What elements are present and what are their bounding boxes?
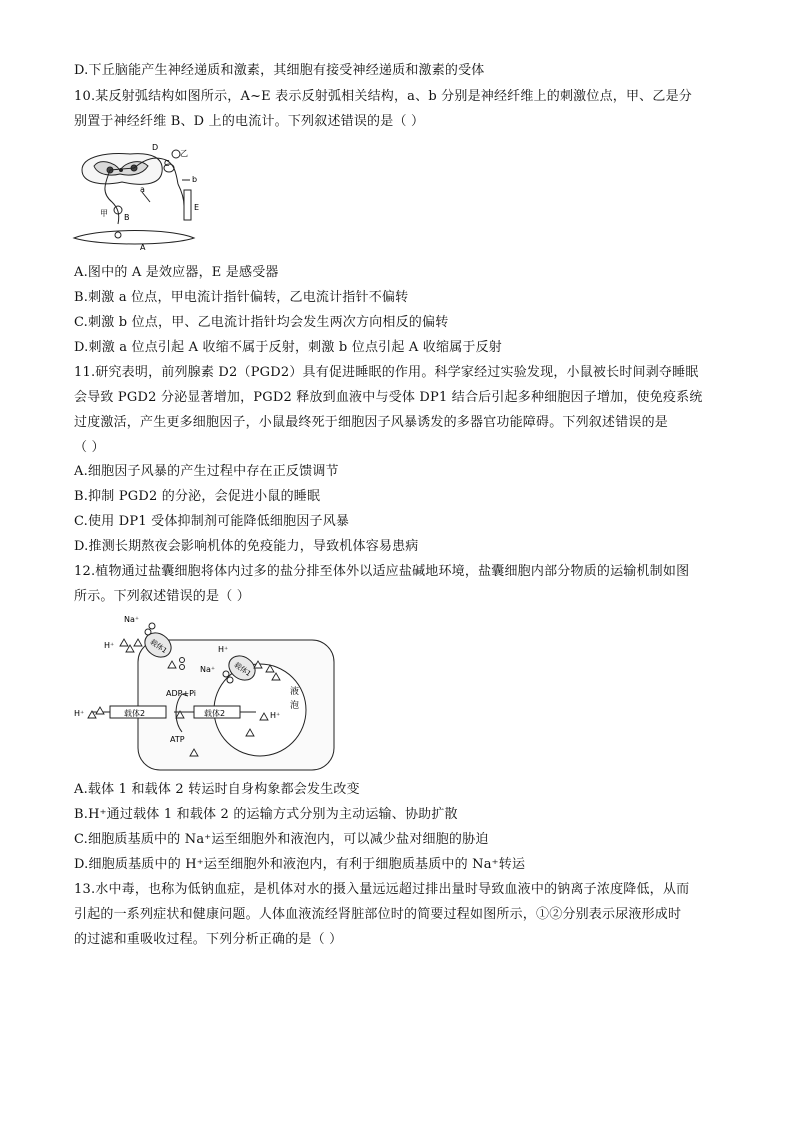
label-b: b (192, 175, 198, 184)
label-vacuole-2: 泡 (290, 701, 300, 711)
reflex-arc-diagram (70, 140, 220, 252)
q10-option-b: B.刺激 a 位点，甲电流计指针偏转，乙电流计指针不偏转 (74, 290, 409, 305)
label-jia: 甲 (100, 209, 108, 218)
q12-option-b: B.H⁺通过载体 1 和载体 2 的运输方式分别为主动运输、协助扩散 (74, 807, 458, 822)
q12-option-c: C.细胞质基质中的 Na⁺运至细胞外和液泡内，可以减少盐对细胞的胁迫 (74, 832, 489, 847)
label-h-top: H⁺ (104, 641, 115, 650)
q11-stem-line4: （ ） (74, 440, 105, 455)
label-na-top: Na⁺ (124, 615, 140, 624)
q11-option-a: A.细胞因子风暴的产生过程中存在正反馈调节 (74, 464, 339, 479)
q13-stem-line2: 引起的一系列症状和健康问题。人体血液流经肾脏部位时的简要过程如图所示，①②分别表示尿液形成时 (74, 907, 682, 922)
label-na-vacuole: Na⁺ (200, 665, 216, 674)
label-atp: ATP (170, 735, 185, 744)
q11-stem-line2: 会导致 PGD2 分泌显著增加，PGD2 释放到血液中与受体 DP1 结合后引起多种细胞因子增加，使免疫系统 (74, 390, 703, 405)
label-a-muscle: A (140, 243, 146, 252)
q10-option-c: C.刺激 b 位点，甲、乙电流计指针均会发生两次方向相反的偏转 (74, 315, 449, 330)
q11-option-c: C.使用 DP1 受体抑制剂可能降低细胞因子风暴 (74, 514, 350, 529)
q10-option-a: A.图中的 A 是效应器，E 是感受器 (74, 265, 279, 280)
q12-stem-line2: 所示。下列叙述错误的是（ ） (74, 589, 250, 604)
q10-stem-line1: 10.某反射弧结构如图所示，A~E 表示反射弧相关结构，a、b 分别是神经纤维上的刺激位点，甲、乙是分 (74, 89, 692, 104)
q10-stem-line2: 别置于神经纤维 B、D 上的电流计。下列叙述错误的是（ ） (74, 114, 425, 129)
q11-option-b: B.抑制 PGD2 的分泌，会促进小鼠的睡眠 (74, 489, 321, 504)
q12-option-d: D.细胞质基质中的 H⁺运至细胞外和液泡内，有利于细胞质基质中的 Na⁺转运 (74, 857, 526, 872)
q11-option-d: D.推测长期熬夜会影响机体的免疫能力，导致机体容易患病 (74, 539, 419, 554)
label-a: a (140, 185, 145, 194)
label-b-fiber: B (124, 213, 130, 222)
q9-option-d: D.下丘脑能产生神经递质和激素，其细胞有接受神经递质和激素的受体 (74, 63, 485, 78)
salt-bladder-cell-diagram (70, 610, 340, 775)
q13-stem-line1: 13.水中毒，也称为低钠血症，是机体对水的摄入量远远超过排出量时导致血液中的钠离子浓度降低，从而 (74, 882, 690, 897)
label-carrier2-left: 载体2 (124, 709, 146, 718)
label-carrier1-vacuole: 载体1 (232, 660, 253, 679)
label-carrier2-right: 载体2 (204, 709, 226, 718)
q12-option-a: A.载体 1 和载体 2 转运时自身构象都会发生改变 (74, 782, 360, 797)
label-vacuole-1: 液 (290, 687, 300, 697)
label-carrier1-outer: 载体1 (148, 637, 169, 656)
q11-stem-line3: 过度激活，产生更多细胞因子，小鼠最终死于细胞因子风暴诱发的多器官功能障碍。下列叙述错误的是 (74, 415, 669, 430)
q12-stem-line1: 12.植物通过盐囊细胞将体内过多的盐分排至体外以适应盐碱地环境，盐囊细胞内部分物质的运输机制如图 (74, 564, 690, 579)
q11-stem-line1: 11.研究表明，前列腺素 D2（PGD2）具有促进睡眠的作用。科学家经过实验发现，小鼠被长时间剥夺睡眠 (74, 365, 699, 380)
label-yi: 乙 (180, 149, 188, 158)
q10-option-d: D.刺激 a 位点引起 A 收缩不属于反射，刺激 b 位点引起 A 收缩属于反射 (74, 340, 502, 355)
label-h-right: H⁺ (270, 711, 281, 720)
label-e: E (194, 203, 200, 212)
label-h-left: H⁺ (74, 709, 85, 718)
label-d: D (152, 143, 159, 152)
label-c: C (164, 159, 170, 168)
label-adp: ADP+Pi (166, 689, 197, 698)
label-h-vacuole: H⁺ (218, 645, 229, 654)
q13-stem-line3: 的过滤和重吸收过程。下列分析正确的是（ ） (74, 932, 343, 947)
